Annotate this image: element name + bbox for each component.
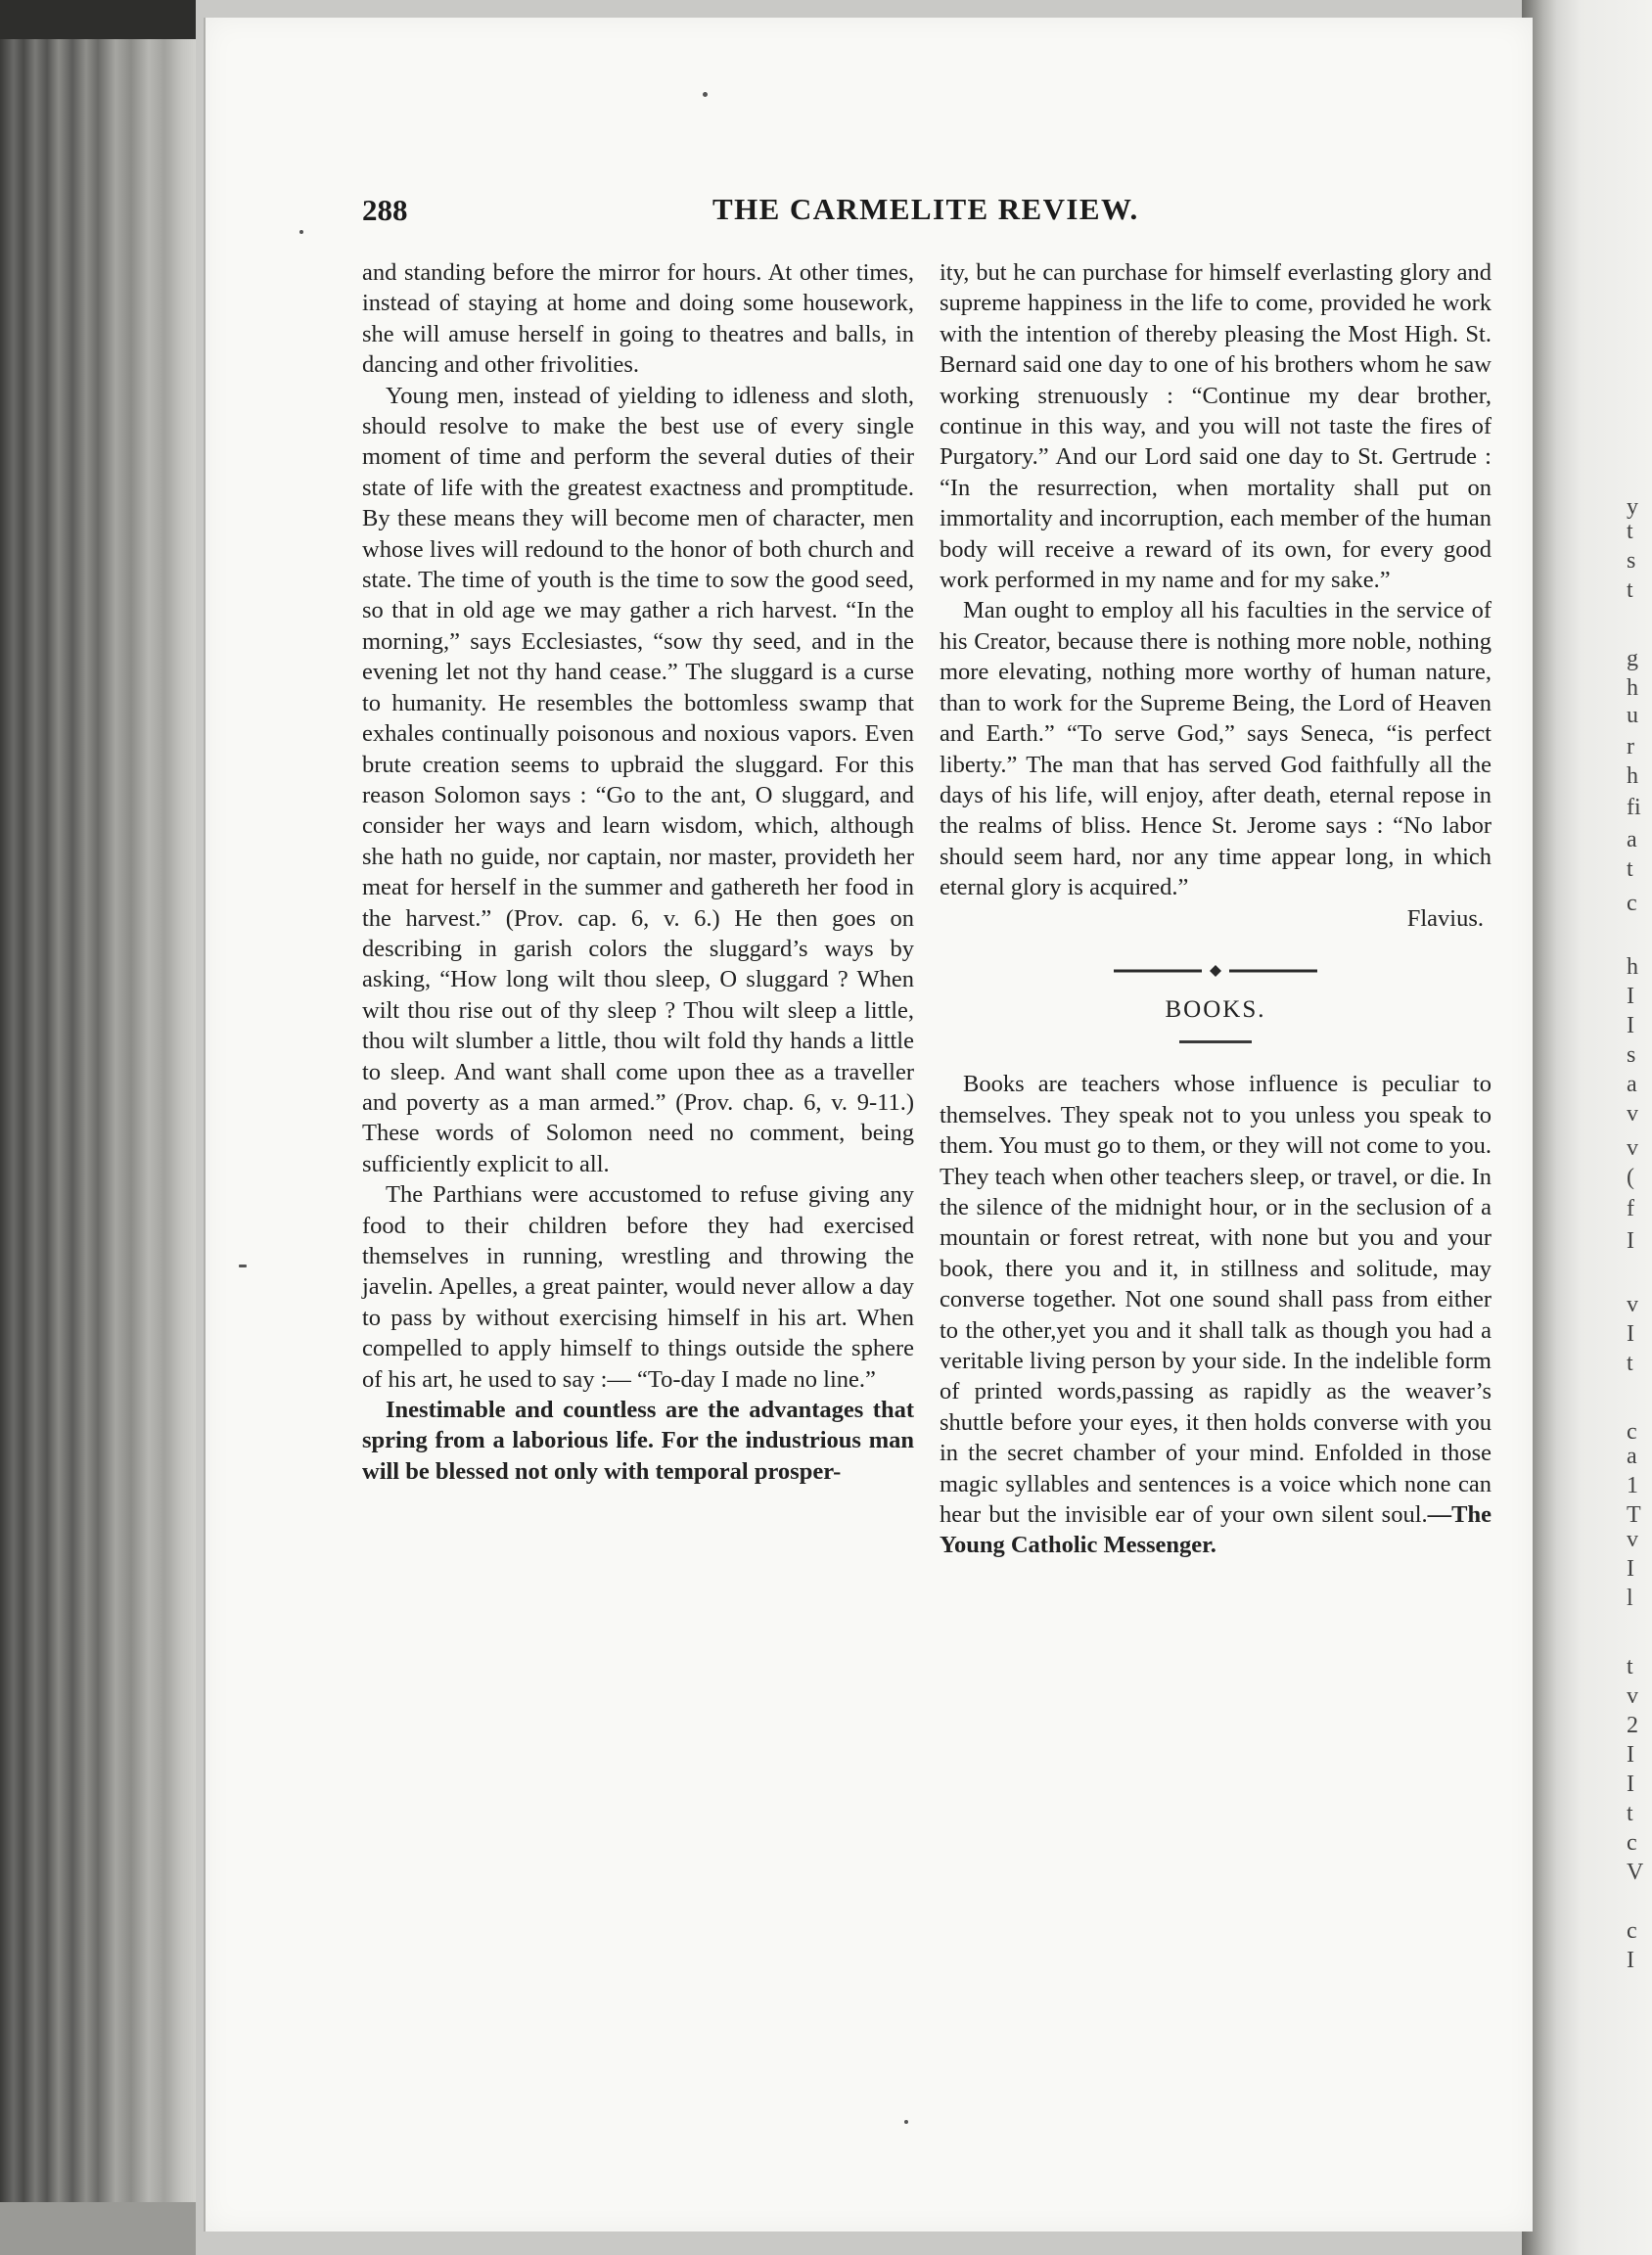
paragraph: ity, but he can purchase for himself everlasting glory and supreme happiness in the life to come, provided he work with the intention of thereby pleasing the Most High. St. Bernard said one day to one of his brothers whom he saw working strenuously : “Continue my dear brother, continue in this way, and you will not taste the fires of Purgatory.” And our Lord said one day to St. Gertrude : “In the resurrection, when mortality shall put on immortality and incorruption, each member of the human body will receive a reward of its own, for every good work performed in my name and for my sake.”: [940, 259, 1491, 594]
next-page-fragment: c: [1627, 1830, 1637, 1856]
running-header: THE CARMELITE REVIEW.: [712, 192, 1139, 226]
next-page-fragment: a: [1627, 1072, 1637, 1097]
print-speck: [904, 2120, 908, 2124]
next-page-fragment: c: [1627, 891, 1637, 916]
next-page-fragment: I: [1627, 1772, 1634, 1797]
next-page-fragment: t: [1627, 1654, 1633, 1680]
next-page-edge: [1522, 0, 1652, 2255]
page-number: 288: [362, 193, 408, 227]
next-page-fragment: t: [1627, 1351, 1633, 1376]
print-speck: [703, 92, 708, 97]
next-page-fragment: h: [1627, 763, 1638, 789]
next-page-fragment: I: [1627, 984, 1634, 1009]
next-page-fragment: v: [1627, 1135, 1638, 1161]
author-signature: Flavius.: [1406, 904, 1484, 932]
next-page-fragment: c: [1627, 1419, 1637, 1445]
next-page-fragment: I: [1627, 1013, 1634, 1038]
next-page-fragment: h: [1627, 675, 1638, 701]
next-page-fragment: c: [1627, 1918, 1637, 1944]
next-page-fragment: v: [1627, 1527, 1638, 1552]
paragraph: Inestimable and countless are the advantages that spring from a laborious life. For the industrious man will be blessed not only with temporal prosper-: [362, 1397, 914, 1485]
next-page-fragment: 1: [1627, 1473, 1638, 1498]
print-speck: [239, 1265, 247, 1267]
next-page-fragment: r: [1627, 734, 1634, 759]
next-page-fragment: g: [1627, 646, 1638, 671]
ornamental-divider: [1108, 961, 1323, 981]
next-page-fragment: h: [1627, 954, 1638, 980]
section-title: BOOKS.: [1165, 995, 1266, 1023]
paragraph: The Parthians were accustomed to refuse giving any food to their children before they had exercised themselves in running, wrestling and throwing the javelin. Apelles, a great painter, would never allow a day to pass by without exercising himself in his art. When compelled to apply himself to things outside the sphere of his art, he used to say :— “To-day I made no line.”: [362, 1181, 914, 1393]
paragraph: and standing before the mirror for hours. At other times, instead of staying at home and doing some housework, she will amuse herself in going to theatres and balls, in dancing and other frivolities.: [362, 259, 914, 379]
print-speck: [299, 230, 303, 234]
next-page-fragment: I: [1627, 1948, 1634, 1973]
next-page-fragment: t: [1627, 519, 1633, 544]
next-page-fragment: v: [1627, 1292, 1638, 1317]
next-page-fragment: t: [1627, 577, 1633, 603]
books-body: Books are teachers whose influence is peculiar to themselves. They speak not to you unless you speak to them. You must go to them, or they will not come to you. They teach when other teachers sleep, or travel, or die. In the silence of the midnight hour, or in the seclusion of a mountain or forest retreat, with none but you and your book, there you and it, in stillness and solitude, may converse together. Not one sound shall pass from either to the other,yet you and it shall talk as though you had a veritable living person by your side. In the indelible form of printed words,passing as rapidly as the weaver’s shuttle before your eyes, it then holds converse with you in the secret chamber of your mind. Enfolded in those magic syllables and sentences is a voice which none can hear but the invisible ear of your own silent soul.: [940, 1071, 1491, 1529]
next-page-fragment: y: [1627, 494, 1638, 520]
left-column: [362, 257, 914, 1487]
next-page-fragment: 2: [1627, 1713, 1638, 1738]
next-page-fragment: I: [1627, 1742, 1634, 1768]
next-page-fragment: t: [1627, 856, 1633, 882]
next-page-fragment: (: [1627, 1165, 1634, 1190]
next-page-fragment: a: [1627, 1444, 1637, 1469]
next-page-fragment: t: [1627, 1801, 1633, 1826]
right-column: [940, 257, 1491, 1561]
next-page-fragment: s: [1627, 548, 1636, 574]
scan-shadow-top: [0, 0, 196, 39]
next-page-fragment: v: [1627, 1683, 1638, 1709]
paragraph: Young men, instead of yielding to idleness and sloth, should resolve to make the best use of every single moment of time and perform the several duties of their state of life with the greatest exactness and promptitude. By these means they will become men of character, men whose lives will redound to the honor of both church and state. The time of youth is the time to sow the good seed, so that in old age we may gather a rich harvest. “In the morning,” says Ecclesiastes, “sow thy seed, and in the evening let not thy hand cease.” The sluggard is a curse to humanity. He resembles the bottomless swamp that exhales continually poisonous and noxious vapors. Even brute creation seems to upbraid the sluggard. For this reason Solomon says : “Go to the ant, O sluggard, and consider her ways and learn wisdom, which, although she hath no guide, nor captain, nor master, provideth her meat for herself in the summer and gathereth her food in the harvest.” (Prov. cap. 6, v. 6.) He then goes on describing in garish colors the sluggard’s ways by asking, “How long wilt thou sleep, O sluggard ? When wilt thou rise out of thy sleep ? Thou wilt sleep a little, thou wilt slumber a little, thou wilt fold thy hands a little to sleep. And want shall come upon thee as a traveller and poverty as a man armed.” (Prov. chap. 6, v. 9-11.) These words of Solomon need no comment, being sufficiently explicit to all.: [362, 382, 914, 1177]
next-page-fragment: V: [1627, 1860, 1644, 1885]
next-page-fragment: I: [1627, 1228, 1634, 1254]
next-page-fragment: l: [1627, 1586, 1633, 1611]
next-page-fragment: f: [1627, 1196, 1634, 1221]
paragraph: Man ought to employ all his faculties in the service of his Creator, because there is nothing more noble, nothing more elevating, nothing more worthy of human nature, than to work for the Supreme Being, the Lord of Heaven and Earth.” “To serve God,” says Seneca, “is perfect liberty.” The man that has served God faithfully all the days of his life, will enjoy, after death, eternal repose in the realms of bliss. Hence St. Jerome says : “No labor should seem hard, nor any time appear long, in which eternal glory is acquired.”: [940, 597, 1491, 901]
books-source: —The Young Catholic Messenger.: [940, 1501, 1491, 1559]
next-page-fragment: s: [1627, 1042, 1636, 1068]
scan-shadow-bottom: [0, 2202, 196, 2255]
next-page-fragment: T: [1627, 1502, 1641, 1528]
next-page-fragment: I: [1627, 1556, 1634, 1582]
book-spine-edge: [0, 0, 196, 2255]
next-page-fragment: I: [1627, 1321, 1634, 1347]
title-rule: [1179, 1040, 1252, 1043]
next-page-fragment: v: [1627, 1101, 1638, 1127]
next-page-fragment: u: [1627, 703, 1638, 728]
next-page-fragment: a: [1627, 827, 1637, 852]
books-paragraph: [940, 1069, 1491, 1561]
next-page-fragment: fi: [1627, 795, 1641, 820]
